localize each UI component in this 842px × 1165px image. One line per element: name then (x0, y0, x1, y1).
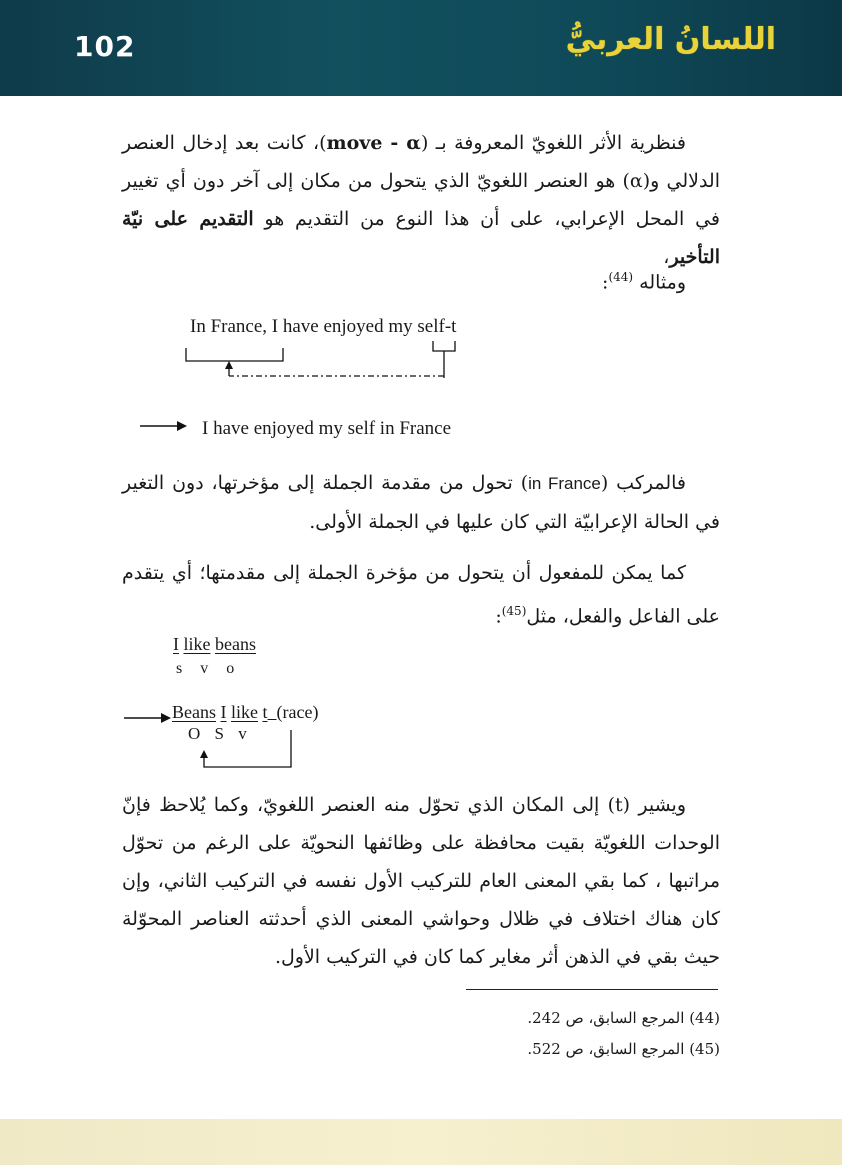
example2-label-o-moved: O (188, 724, 201, 743)
p3-in-france: in France (528, 474, 601, 493)
example2-label-v-moved: v (238, 724, 247, 743)
p1-move-alpha: move - α (326, 132, 421, 154)
p1-text-a: فنظرية الأثر اللغويّ المعروفة بـ ( (420, 132, 686, 154)
example2-sentence (173, 634, 256, 655)
example1-result-arrowhead (177, 421, 187, 431)
footnote-divider (466, 989, 718, 990)
example2-race: (race) (276, 702, 319, 722)
example2-word-beans: beans (215, 634, 256, 654)
p2-text: ومثاله (639, 271, 686, 294)
example2-arrowhead (161, 713, 171, 723)
p1-text-c: )، كانت بعد إدخال العنصر الدلالي و(α) هو العنصر اللغويّ الذي يتحول من مكان إلى آخر دون أي تغيير في المحل الإعرابي، على أن هذا النوع من التقديم هو (122, 132, 720, 230)
p3-text-c: ) تحول من مقدمة الجملة إلى مؤخرتها، دون التغير في الحالة الإعرابيّة التي كان عليها في الجملة الأولى. (122, 472, 720, 533)
example2-up-arrowhead (200, 750, 208, 758)
footnote-44-text: المرجع السابق، ص 242. (527, 1009, 685, 1027)
example1-sentence: In France, I have enjoyed my self-t (190, 316, 457, 337)
example2-label-s: s (176, 660, 183, 677)
example2-word-like: like (183, 634, 211, 654)
example1-up-arrowhead (225, 361, 233, 369)
example2-label-s-moved: S (214, 724, 224, 743)
footnote-44 (320, 1007, 720, 1029)
example2-label-v: v (200, 660, 209, 677)
p3-text-a: فالمركب ( (600, 472, 686, 494)
example2-word-i: I (173, 634, 179, 654)
example2-word-i-moved: I (220, 702, 227, 722)
example2-label-o: o (226, 660, 235, 677)
example1-bracket-right (433, 341, 455, 351)
footnote-45 (320, 1038, 720, 1060)
footnote-ref-45: (45) (501, 604, 527, 618)
example2-word-like-moved: like (231, 702, 258, 722)
footer-band (0, 1119, 842, 1165)
paragraph-3 (122, 464, 720, 541)
page-number: 102 (74, 30, 136, 63)
example1-movement-diagram (186, 341, 455, 378)
journal-logo: اللسانُ العربيُّ (565, 22, 776, 57)
example2-word-beans-moved: Beans (172, 702, 216, 722)
example1-result: I have enjoyed my self in France (202, 418, 452, 439)
footnote-44-number: (44) (689, 1009, 720, 1027)
footnote-ref-44: (44) (608, 270, 634, 284)
p4-tail: : (495, 605, 502, 628)
p4-text-a: كما يمكن للمفعول أن يتحول من مؤخرة الجملة إلى مقدمتها؛ أي يتقدم على الفاعل والفعل، مثل (122, 562, 720, 628)
example2-trace-t: t (262, 702, 268, 722)
footnote-45-number: (45) (689, 1040, 720, 1058)
p2-tail: : (602, 271, 609, 294)
p1-emphasis: التقديم على نيّة التأخير (122, 208, 720, 268)
example1-bracket-left (186, 348, 283, 361)
example2-moved-sentence (172, 702, 318, 723)
example2-moved-labels (188, 724, 247, 744)
footnote-45-text: المرجع السابق، ص 522. (527, 1040, 685, 1058)
example2-labels (176, 660, 234, 678)
p5-text: ويشير (t) إلى المكان الذي تحوّل منه العنصر اللغويّ، وكما يُلاحظ فإنّ الوحدات اللغويّة بقيت محافظة على وظائفها النحويّة على الرغم من تحوّل مراتبها ، كما بقي المعنى العام للتركيب الأول نفسه في التركيب الثاني، وإن كان هناك اختلاف في ظلال وحواشي المعنى الذي أحدثته العناصر المحوّلة حيث بقي في الذهن أثر مغاير كما كان في التركيب الأول. (122, 794, 720, 968)
paragraph-5 (122, 786, 720, 976)
paragraph-4 (122, 554, 720, 635)
p1-text-e: ، (663, 246, 670, 268)
